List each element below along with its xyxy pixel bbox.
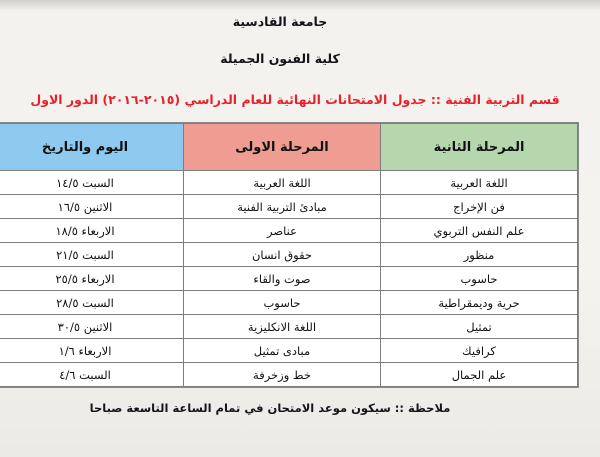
cell-stage1: خط وزخرفة — [184, 363, 381, 387]
cell-stage1: اللغة العربية — [184, 171, 381, 195]
column-header-stage2: المرحلة الثانية — [381, 124, 578, 171]
cell-date: الاثنين ١٦/٥ — [0, 195, 184, 219]
table-row — [0, 291, 578, 315]
table-row — [0, 219, 578, 243]
cell-date: الاربعاء ١٨/٥ — [0, 219, 184, 243]
table-row — [0, 243, 578, 267]
footer-note: ملاحظة :: سيكون موعد الامتحان في تمام الساعة التاسعة صباحا — [89, 401, 451, 415]
cell-stage2: منظور — [381, 243, 578, 267]
cell-stage2: اللغة العربية — [381, 171, 578, 195]
cell-stage1: عناصر — [184, 219, 381, 243]
exam-schedule-table — [0, 123, 578, 387]
cell-stage2: حرية وديمقراطية — [381, 291, 578, 315]
cell-date: السبت ٤/٦ — [0, 363, 184, 387]
table-body — [0, 171, 578, 387]
page-title: قسم التربية الفنية :: جدول الامتحانات النهائية للعام الدراسي (٢٠١٥-٢٠١٦) الدور الاول — [30, 92, 560, 107]
cell-stage1: صوت والقاء — [184, 267, 381, 291]
table-row — [0, 363, 578, 387]
cell-date: السبت ٢١/٥ — [0, 243, 184, 267]
table-row — [0, 339, 578, 363]
cell-stage1: مبادى تمثيل — [184, 339, 381, 363]
college-name: كلية الفنون الجميلة — [220, 51, 340, 66]
document-content — [0, 14, 600, 415]
cell-date: الاثنين ٣٠/٥ — [0, 315, 184, 339]
table-header-row — [0, 124, 578, 171]
cell-stage2: علم النفس التربوي — [381, 219, 578, 243]
cell-stage2: حاسوب — [381, 267, 578, 291]
cell-stage2: علم الجمال — [381, 363, 578, 387]
university-name: جامعة القادسية — [232, 14, 328, 29]
table-row — [0, 267, 578, 291]
column-header-date: اليوم والتاريخ — [0, 124, 184, 171]
table-header — [0, 124, 578, 171]
table-row — [0, 171, 578, 195]
cell-stage1: حقوق انسان — [184, 243, 381, 267]
cell-date: السبت ١٤/٥ — [0, 171, 184, 195]
cell-stage1: مبادئ التربية الفنية — [184, 195, 381, 219]
table-row — [0, 195, 578, 219]
table-row — [0, 315, 578, 339]
cell-stage2: تمثيل — [381, 315, 578, 339]
cell-date: الاربعاء ٢٥/٥ — [0, 267, 184, 291]
cell-stage1: اللغة الانكليزية — [184, 315, 381, 339]
column-header-stage1: المرحلة الاولى — [184, 124, 381, 171]
cell-stage2: كرافيك — [381, 339, 578, 363]
cell-stage2: فن الإخراج — [381, 195, 578, 219]
cell-date: الاربعاء ١/٦ — [0, 339, 184, 363]
cell-date: السبت ٢٨/٥ — [0, 291, 184, 315]
cell-stage1: حاسوب — [184, 291, 381, 315]
